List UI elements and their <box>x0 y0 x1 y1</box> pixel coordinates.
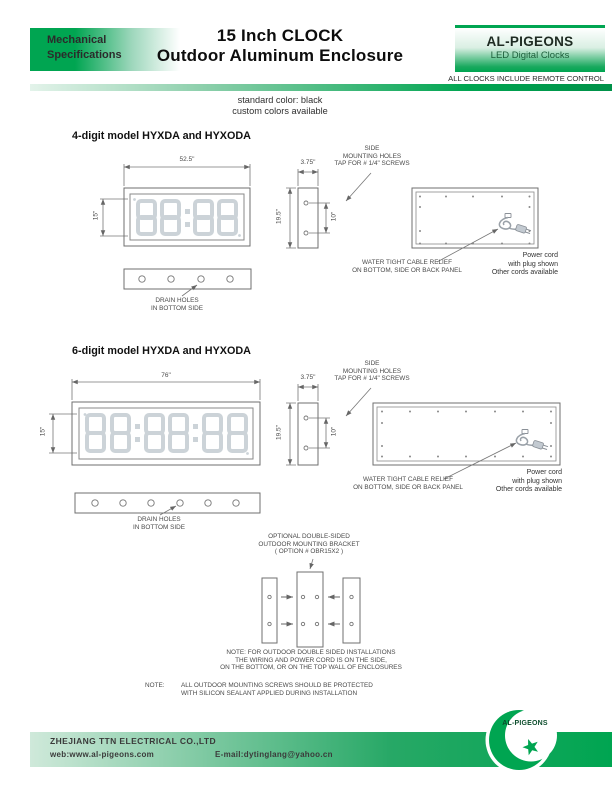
display-digit <box>168 413 189 453</box>
back-view-4digit <box>412 188 538 248</box>
drain-label-4digit: DRAIN HOLES IN BOTTOM SIDE <box>150 297 204 312</box>
badge-line1: Mechanical <box>47 34 107 46</box>
back-screws-6digit <box>381 411 552 458</box>
crescent-logo <box>486 707 558 774</box>
dim-width-6digit: 76" <box>161 372 171 379</box>
dim-side-width-6digit: 3.75" <box>300 374 316 381</box>
footer-email: E-mail:dytinglang@yahoo.cn <box>215 750 333 759</box>
bracket-arrows <box>281 597 340 624</box>
dim-hole-spacing-4digit: 10" <box>330 211 338 222</box>
side-view-4digit <box>298 188 318 248</box>
back-view-6digit <box>373 403 560 465</box>
side-view-4digit-dims <box>286 169 371 248</box>
power-cord-label-6digit: Power cord with plug shown Other cords available <box>495 469 562 494</box>
bracket-diagram <box>262 559 360 647</box>
footer-website: web:www.al-pigeons.com <box>50 750 155 759</box>
power-cord-label-4digit: Power cord with plug shown Other cords available <box>491 252 558 277</box>
badge-line2: Specifications <box>47 49 122 61</box>
footer-company: ZHEJIANG TTN ELECTRICAL CO.,LTD <box>50 736 217 746</box>
display-digit <box>85 413 106 453</box>
display-digit <box>136 199 157 236</box>
drain-view-6digit <box>75 493 260 515</box>
color-note-line2: custom colors available <box>232 105 328 116</box>
bracket-note: NOTE: FOR OUTDOOR DOUBLE SIDED INSTALLATIONS THE WIRING AND POWER CORD IS ON THE SIDE, ON THE BOTTOM, OR ON THE TOP WALL OF ENCLOSURES <box>220 649 402 672</box>
dim-hole-spacing-6digit: 10" <box>330 426 338 437</box>
note-text: ALL OUTDOOR MOUNTING SCREWS SHOULD BE PROTECTED WITH SILICON SEALANT APPLIED DURING INSTALLATION <box>181 682 373 697</box>
color-note-line1: standard color: black <box>237 95 323 105</box>
display-digit <box>110 413 131 453</box>
display-digit <box>193 199 214 236</box>
display-digit <box>144 413 165 453</box>
clock-display-6digit <box>85 413 248 453</box>
footer-logo-text: AL-PIGEONS <box>502 720 548 727</box>
display-colon <box>134 413 140 453</box>
dim-side-height-6digit: 19.5" <box>275 425 283 440</box>
dim-side-height-4digit: 19.5" <box>275 209 283 224</box>
display-digit <box>217 199 238 236</box>
drain-view-4digit <box>124 269 251 296</box>
brand-subtitle: LED Digital Clocks <box>490 50 570 61</box>
bracket-title: OPTIONAL DOUBLE-SIDED OUTDOOR MOUNTING BRACKET ( OPTION # OBR15X2 ) <box>258 533 360 556</box>
display-colon <box>193 413 199 453</box>
remote-control-note: ALL CLOCKS INCLUDE REMOTE CONTROL <box>448 74 604 83</box>
dim-height-6digit: 15" <box>39 426 47 437</box>
brand-name: AL-PIGEONS <box>486 34 574 49</box>
dim-height-4digit: 15" <box>92 210 100 221</box>
display-digit <box>227 413 248 453</box>
display-colon <box>184 199 190 236</box>
cable-relief-label-4digit: WATER TIGHT CABLE RELIEF ON BOTTOM, SIDE OR BACK PANEL <box>352 259 462 274</box>
display-digit <box>160 199 181 236</box>
plug-6digit <box>532 440 548 451</box>
side-holes-label-4digit: SIDE MOUNTING HOLES TAP FOR # 1/4" SCREWS <box>334 145 410 168</box>
page-title-line1: 15 Inch CLOCK <box>216 26 344 45</box>
section-title-4digit: 4-digit model HYXDA and HYXODA <box>72 130 251 142</box>
clock-display-4digit <box>136 199 238 236</box>
back-screws-4digit <box>419 196 531 245</box>
display-digit <box>202 413 223 453</box>
section-title-6digit: 6-digit model HYXDA and HYXODA <box>72 345 251 357</box>
dim-width-4digit: 52.5" <box>179 156 195 163</box>
side-view-6digit-dims <box>286 384 371 465</box>
drain-label-6digit: DRAIN HOLES IN BOTTOM SIDE <box>132 516 186 531</box>
cable-relief-label-6digit: WATER TIGHT CABLE RELIEF ON BOTTOM, SIDE OR BACK PANEL <box>353 476 463 491</box>
dim-side-width-4digit: 3.75" <box>300 159 316 166</box>
side-view-6digit <box>298 403 318 465</box>
side-holes-label-6digit: SIDE MOUNTING HOLES TAP FOR # 1/4" SCREWS <box>334 360 410 383</box>
page-title-line2: Outdoor Aluminum Enclosure <box>156 46 404 65</box>
plug-4digit <box>515 224 531 235</box>
note-label: NOTE: <box>145 682 165 689</box>
